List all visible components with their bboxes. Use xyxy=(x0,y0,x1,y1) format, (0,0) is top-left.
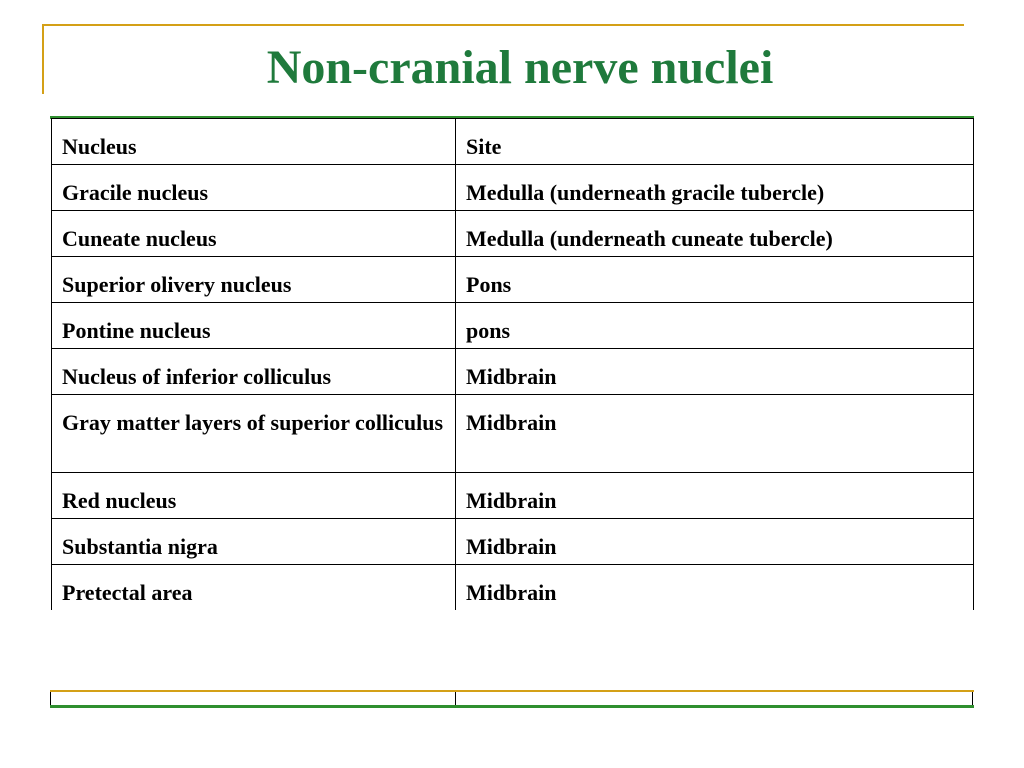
table-bottom-right-border xyxy=(972,692,973,706)
cell-nucleus: Substantia nigra xyxy=(52,519,456,565)
cell-site: Medulla (underneath cuneate tubercle) xyxy=(456,211,974,257)
table-bottom-left-border xyxy=(50,692,51,706)
cell-nucleus: Nucleus of inferior colliculus xyxy=(52,349,456,395)
table-row xyxy=(52,303,974,349)
cell-site: Midbrain xyxy=(456,395,974,473)
cell-site: Midbrain xyxy=(456,349,974,395)
table-row xyxy=(52,519,974,565)
table-bottom-green-rule xyxy=(50,705,974,708)
cell-nucleus: Superior olivery nucleus xyxy=(52,257,456,303)
cell-site: Midbrain xyxy=(456,473,974,519)
table-row xyxy=(52,473,974,519)
cell-site: Medulla (underneath gracile tubercle) xyxy=(456,165,974,211)
cell-site: Midbrain xyxy=(456,519,974,565)
cell-site: pons xyxy=(456,303,974,349)
cell-nucleus: Pretectal area xyxy=(52,565,456,610)
table-bottom-gold-rule xyxy=(50,690,974,692)
table-bottom-mid-border xyxy=(455,692,456,706)
header-site: Site xyxy=(456,119,974,165)
nuclei-table xyxy=(51,118,974,610)
cell-site: Midbrain xyxy=(456,565,974,610)
table-row xyxy=(52,165,974,211)
table-row xyxy=(52,211,974,257)
table-row xyxy=(52,395,974,473)
table-row xyxy=(52,257,974,303)
table-header-row xyxy=(52,119,974,165)
cell-nucleus: Cuneate nucleus xyxy=(52,211,456,257)
cell-nucleus: Pontine nucleus xyxy=(52,303,456,349)
cell-site: Pons xyxy=(456,257,974,303)
cell-nucleus: Gray matter layers of superior colliculus xyxy=(52,395,456,473)
header-nucleus: Nucleus xyxy=(52,119,456,165)
cell-nucleus: Gracile nucleus xyxy=(52,165,456,211)
slide-title: Non-cranial nerve nuclei xyxy=(266,41,774,94)
table-row xyxy=(52,349,974,395)
table-row xyxy=(52,565,974,610)
cell-nucleus: Red nucleus xyxy=(52,473,456,519)
accent-line-top xyxy=(42,24,964,26)
